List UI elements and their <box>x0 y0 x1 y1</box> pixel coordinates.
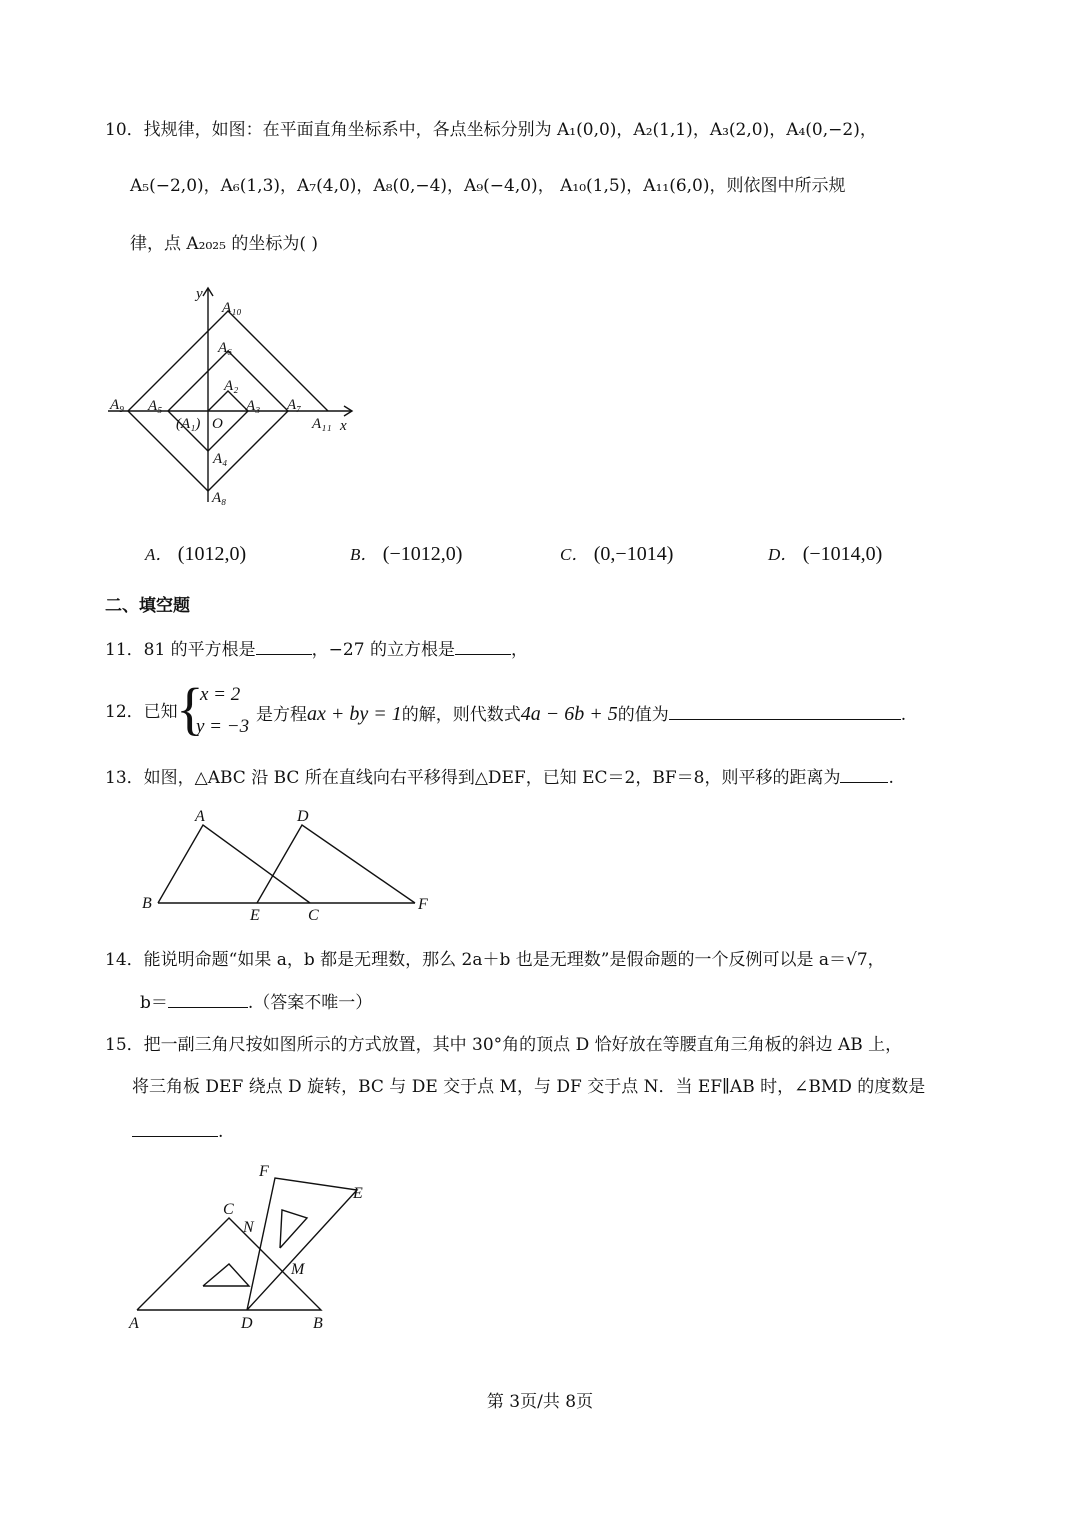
section-title: 二、填空题 <box>105 596 190 616</box>
q13-triangle-figure <box>130 805 440 925</box>
label-A9: A₉ <box>110 397 125 413</box>
page-footer: 第 3页/共 8页 <box>486 1392 594 1412</box>
option-a[interactable] <box>145 542 246 566</box>
label-A8: A₈ <box>212 490 227 506</box>
option-a-letter: A． <box>145 545 173 564</box>
q14-suffix: .（答案不唯一） <box>247 993 373 1013</box>
q13-blank[interactable] <box>840 766 888 783</box>
option-c[interactable] <box>560 542 673 566</box>
q14-line-1: 14．能说明命题“如果 a，b 都是无理数，那么 2a＋b 也是无理数”是假命题的一个反例可以是 a＝√7， <box>105 950 885 970</box>
q12-prefix: 12．已知 <box>105 702 178 722</box>
q10-line-2: A₅(−2,0)，A₆(1,3)，A₇(4,0)，A₈(0,−4)，A₉(−4,0)， A₁₀(1,5)，A₁₁(6,0)，则依图中所示规 <box>130 176 846 196</box>
label-C: C <box>308 907 319 924</box>
label-A6: A₆ <box>218 340 233 356</box>
q13-suffix: . <box>888 768 894 788</box>
def-inner-hole <box>280 1210 307 1248</box>
q12-mid3: 的值为 <box>617 705 669 725</box>
label-A: A <box>195 808 205 825</box>
label-O: O <box>212 416 223 432</box>
label-E: E <box>353 1185 363 1202</box>
q15-line-2: 将三角板 DEF 绕点 D 旋转，BC 与 DE 交于点 M，与 DF 交于点 N．当 EF∥AB 时，∠BMD 的度数是 <box>132 1077 926 1097</box>
q12-mid2: 的解，则代数式 <box>401 705 521 725</box>
q12-eq1: x = 2 <box>200 684 241 705</box>
q12-brace: { <box>176 676 204 741</box>
label-B: B <box>142 895 152 912</box>
q14-line-2 <box>140 991 372 1013</box>
label-A7: A₇ <box>287 397 302 413</box>
q12-suffix: . <box>900 705 907 725</box>
label-A3: A₃ <box>246 398 261 414</box>
label-F: F <box>418 896 428 913</box>
q14-prefix: b＝ <box>140 993 168 1013</box>
q12-eq2: y = −3 <box>196 716 250 737</box>
option-d[interactable] <box>768 542 882 566</box>
q15-blank[interactable] <box>132 1120 218 1137</box>
label-A4: A₄ <box>213 451 228 467</box>
q11-suffix: ， <box>510 640 528 660</box>
label-A1: (A₁) <box>176 416 201 432</box>
option-d-value: (−1014,0) <box>802 543 883 565</box>
q15-suffix: . <box>218 1122 224 1142</box>
q15-set-square-figure <box>125 1158 385 1338</box>
label-M: M <box>291 1261 305 1278</box>
q12-blank[interactable] <box>669 703 901 720</box>
label-F: F <box>259 1163 269 1180</box>
label-D: D <box>297 808 309 825</box>
q12-equation: ax + by = 1 <box>307 703 402 725</box>
label-A11: A₁₁ <box>312 416 332 432</box>
label-A5: A₅ <box>148 398 163 414</box>
q12-rest <box>256 702 906 726</box>
q13-text: 13．如图，△ABC 沿 BC 所在直线向右平移得到△DEF，已知 EC＝2，BF＝8，则平移的距离为 <box>105 768 841 788</box>
label-B: B <box>313 1315 323 1332</box>
option-a-value: (1012,0) <box>177 543 247 565</box>
option-b-value: (−1012,0) <box>382 543 463 565</box>
label-D: D <box>241 1315 253 1332</box>
label-A10: A₁₀ <box>222 300 242 316</box>
option-b-letter: B． <box>350 545 378 564</box>
q11-blank-1[interactable] <box>256 638 312 655</box>
q12-expression: 4a − 6b + 5 <box>520 703 618 725</box>
label-N: N <box>243 1219 254 1236</box>
option-d-letter: D． <box>768 545 798 564</box>
q11 <box>105 638 528 660</box>
q15-line-1: 15．把一副三角尺按如图所示的方式放置，其中 30°角的顶点 D 恰好放在等腰直角三角板的斜边 AB 上， <box>105 1035 903 1055</box>
option-b[interactable] <box>350 542 462 566</box>
q10-line-3: 律，点 A₂₀₂₅ 的坐标为( ) <box>130 234 319 254</box>
q10-line-1: 10．找规律，如图：在平面直角坐标系中，各点坐标分别为 A₁(0,0)，A₂(1,1)，A₃(2,0)，A₄(0,−2)， <box>105 120 877 140</box>
option-c-letter: C． <box>560 545 589 564</box>
q14-blank[interactable] <box>168 991 248 1008</box>
label-C: C <box>223 1201 234 1218</box>
q11-prefix: 11．81 的平方根是 <box>105 640 256 660</box>
label-A2: A₂ <box>224 378 239 394</box>
label-y: y <box>196 286 203 302</box>
triangle-def <box>257 825 415 903</box>
label-E: E <box>250 907 260 924</box>
q15-line-3 <box>132 1120 223 1142</box>
label-A: A <box>129 1315 139 1332</box>
isosceles-inner-hole <box>203 1264 249 1286</box>
label-x: x <box>340 418 347 434</box>
q12-mid1: 是方程 <box>256 705 307 725</box>
q10-coordinate-figure <box>100 280 370 510</box>
q13 <box>105 766 894 788</box>
q11-blank-2[interactable] <box>455 638 511 655</box>
q11-mid: ，−27 的立方根是 <box>311 640 455 660</box>
option-c-value: (0,−1014) <box>593 543 674 565</box>
triangle-abc <box>158 825 310 903</box>
